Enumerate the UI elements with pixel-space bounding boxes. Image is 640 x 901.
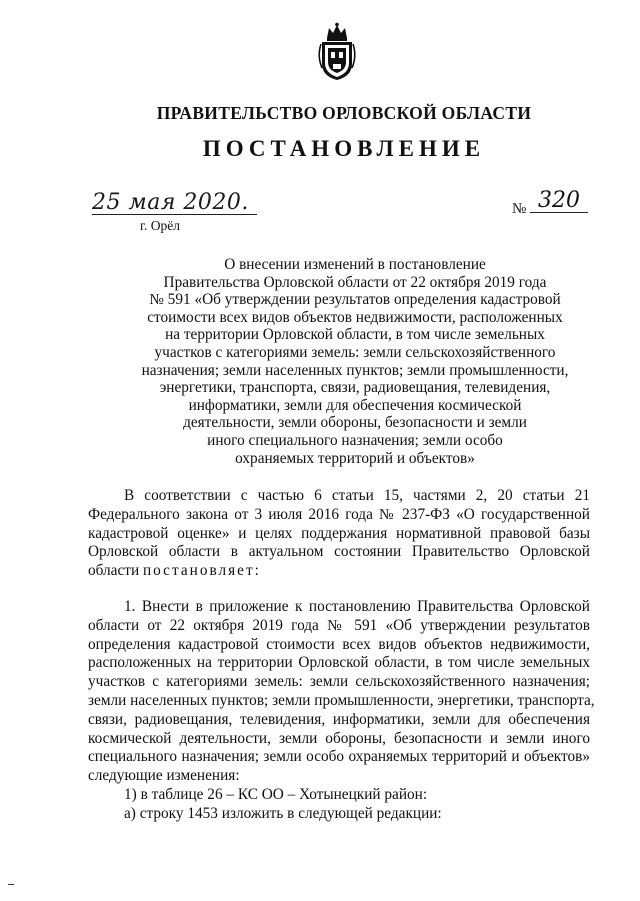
handwritten-number: 320	[530, 190, 588, 213]
subject-line: стоимости всех видов объектов недвижимости, расположенных	[147, 308, 563, 326]
paragraph-line: Федерального закона от 3 июля 2016 года № 237-ФЗ «О государственной	[88, 505, 590, 523]
paragraph-line	[88, 562, 590, 581]
paragraph-line: специального назначения; земли особо охраняемых территорий и объектов»	[88, 748, 590, 766]
paragraph-line: следующие изменения:	[88, 767, 240, 785]
paragraph-line: 1. Внести в приложение к постановлению Правительства Орловской	[124, 598, 590, 615]
paragraph-line: области от 22 октября 2019 года № 591 «Об утверждении результатов	[88, 616, 590, 634]
paragraph-line: расположенных на территории Орловской области, в том числе земельных	[88, 654, 590, 672]
paragraph-line: космической деятельности, земли обороны, безопасности и земли иного	[88, 729, 590, 747]
coat-of-arms-icon	[316, 22, 358, 82]
document-type-title: ПОСТАНОВЛЕНИЕ	[202, 136, 486, 161]
paragraph-line: определения кадастровой стоимости всех видов объектов недвижимости,	[88, 635, 590, 653]
subitem-1: 1) в таблице 26 – КС ОО – Хотынецкий район:	[124, 785, 428, 803]
paragraph-line: Орловской области в актуальном состоянии Правительство Орловской	[88, 543, 590, 561]
paragraph-line: кадастровой оценке» и целях поддержания нормативной правовой базы	[88, 524, 590, 542]
subject-line: иного специального назначения; земли особо	[207, 431, 503, 449]
number-label: №	[512, 201, 527, 217]
paragraph-text: области	[88, 562, 143, 580]
subject-line: энергетики, транспорта, связи, радиовещания, телевидения,	[159, 379, 551, 397]
subject-line: на территории Орловской области, в том числе земельных	[165, 326, 545, 344]
organization-title: ПРАВИТЕЛЬСТВО ОРЛОВСКОЙ ОБЛАСТИ	[156, 103, 532, 123]
subject-line: Правительства Орловской области от 22 октября 2019 года	[163, 273, 547, 291]
subject-line: информатики, земли для обеспечения космической	[188, 396, 522, 414]
page-edge-mark	[8, 884, 14, 885]
subject-line: № 591 «Об утверждении результатов определения кадастровой	[149, 291, 561, 309]
subject-line: назначения; земли населенных пунктов; земли промышленности,	[141, 361, 569, 379]
paragraph-line: В соответствии с частью 6 статьи 15, частями 2, 20 статьи 21	[124, 487, 590, 504]
preamble-paragraph	[88, 487, 590, 581]
paragraph-line: участков с категориями земель: земли сельскохозяйственного назначения;	[88, 673, 590, 691]
subject-line: О внесении изменений в постановление	[224, 256, 486, 273]
paragraph-line: земли населенных пунктов; земли промышленности, энергетики, транспорта,	[88, 691, 595, 709]
subject-line: участков с категориями земель: земли сельскохозяйственного	[154, 343, 556, 361]
item-1-paragraph	[88, 598, 595, 824]
subitem-a: а) строку 1453 изложить в следующей редакции:	[124, 804, 442, 822]
handwritten-date: 25 мая 2020.	[92, 192, 257, 215]
paragraph-line: связи, радиовещания, телевидения, информатики, земли для обеспечения	[88, 710, 590, 728]
subject-line: деятельности, земли обороны, безопасности и земли	[183, 414, 527, 432]
subject-line: охраняемых территорий и объектов»	[235, 449, 475, 467]
document-subject	[120, 256, 590, 467]
city-label: г. Орёл	[140, 218, 180, 233]
resolves-word: постановляет:	[142, 562, 261, 580]
